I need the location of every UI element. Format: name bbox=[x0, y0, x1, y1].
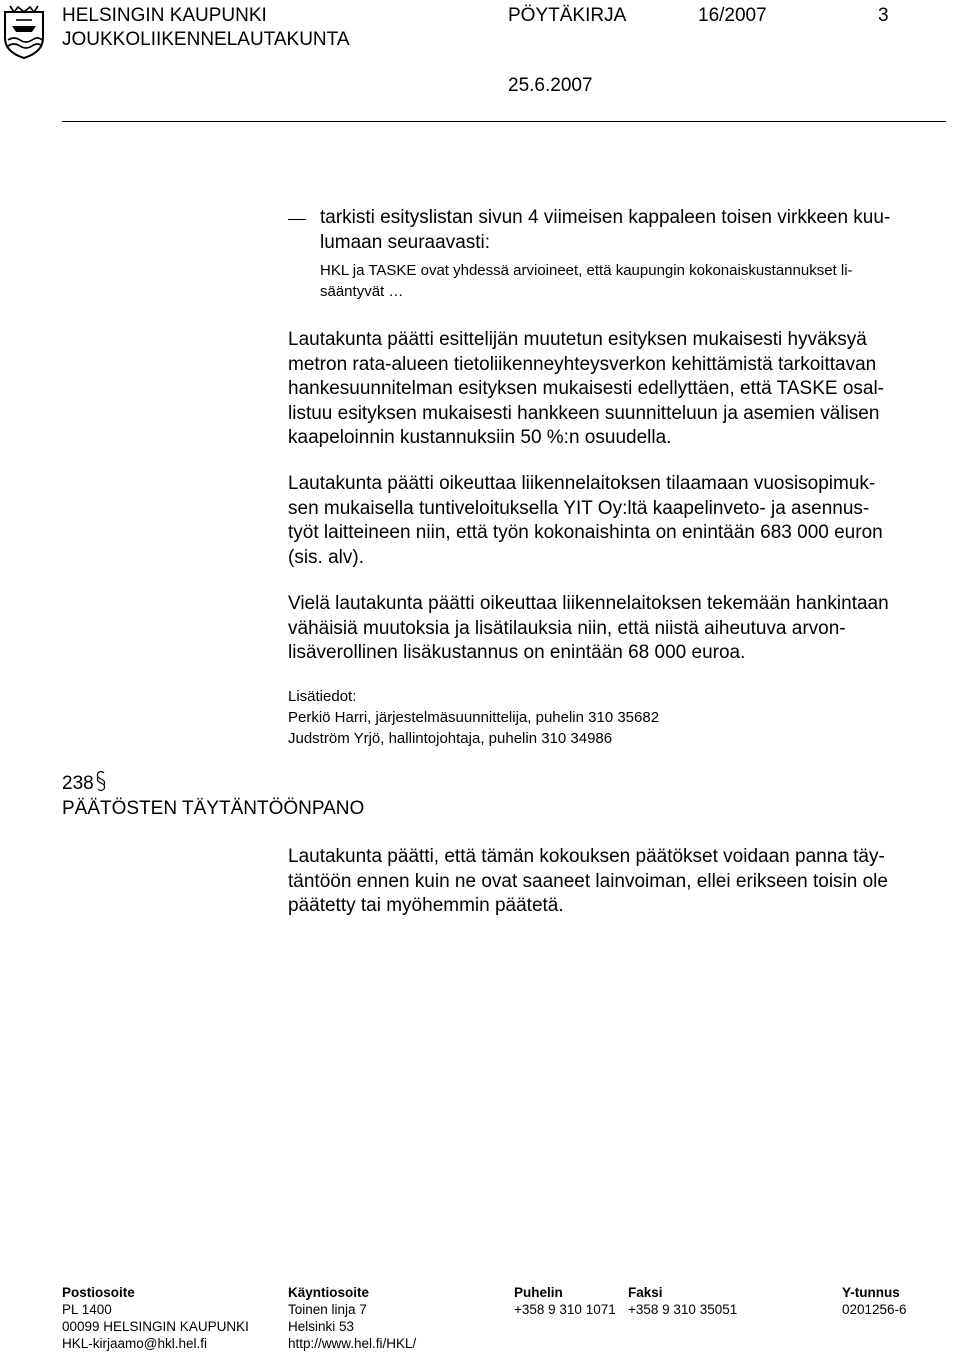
text-line: Lautakunta päätti, että tämän kokouksen päätökset voidaan panna täy- bbox=[288, 846, 885, 867]
section-number: 238 bbox=[62, 773, 94, 794]
text-line: lumaan seuraavasti: bbox=[320, 231, 491, 253]
footer-postal-box: PL 1400 bbox=[62, 1302, 112, 1317]
contact-person: Perkiö Harri, järjestelmäsuunnittelija, puhelin 310 35682 bbox=[288, 709, 660, 726]
text-line: HKL ja TASKE ovat yhdessä arvioineet, että kaupungin kokonaiskustannukset li- bbox=[320, 262, 853, 279]
text-line: Vielä lautakunta päätti oikeuttaa liikennelaitoksen tekemään hankintaan bbox=[288, 593, 889, 614]
document-number: 16/2007 bbox=[698, 5, 767, 26]
amendment-text bbox=[320, 260, 853, 302]
footer-web-link[interactable]: http://www.hel.fi/HKL/ bbox=[288, 1336, 417, 1351]
footer-postal-city: 00099 HELSINGIN KAUPUNKI bbox=[62, 1319, 249, 1334]
amendment-intro bbox=[320, 206, 890, 255]
footer-fax-number: +358 9 310 35051 bbox=[628, 1302, 738, 1317]
decision-paragraph-2 bbox=[288, 472, 883, 570]
section-sign-icon bbox=[96, 770, 106, 792]
section-heading bbox=[62, 770, 364, 821]
text-line: hankesuunnitelman esityksen mukaisesti edellyttäen, että TASKE osal- bbox=[288, 378, 885, 399]
org-name: HELSINGIN KAUPUNKI bbox=[62, 5, 267, 26]
text-line: lisäverollinen lisäkustannus on enintään 68 000 euroa. bbox=[288, 642, 746, 663]
footer-visit-label: Käyntiosoite bbox=[288, 1285, 370, 1300]
text-line: tarkisti esityslistan sivun 4 viimeisen kappaleen toisen virkkeen kuu- bbox=[320, 207, 891, 228]
decision-paragraph-1 bbox=[288, 328, 884, 451]
header-divider bbox=[62, 121, 946, 122]
text-line: päätetty tai myöhemmin päätetä. bbox=[288, 895, 564, 916]
list-dash bbox=[288, 219, 306, 220]
footer-postal bbox=[62, 1284, 249, 1352]
footer-ytunnus: 0201256-6 bbox=[842, 1302, 907, 1317]
footer-fax bbox=[628, 1284, 737, 1318]
contact-person: Judström Yrjö, hallintojohtaja, puhelin 310 34986 bbox=[288, 730, 613, 747]
footer-phone bbox=[514, 1284, 616, 1318]
footer-phone-number: +358 9 310 1071 bbox=[514, 1302, 616, 1317]
text-line: Lautakunta päätti oikeuttaa liikennelaitoksen tilaamaan vuosisopimuk- bbox=[288, 473, 876, 494]
meeting-date: 25.6.2007 bbox=[508, 75, 593, 96]
text-line: täntöön ennen kuin ne ovat saaneet lainvoiman, ellei erikseen toisin ole bbox=[288, 870, 888, 892]
text-line: Lautakunta päätti esittelijän muutetun esityksen mukaisesti hyväksyä bbox=[288, 329, 867, 350]
footer-email-link[interactable]: HKL-kirjaamo@hkl.hel.fi bbox=[62, 1336, 207, 1351]
text-line: vähäisiä muutoksia ja lisätilauksia niin, että niistä aiheutuva arvon- bbox=[288, 617, 846, 639]
footer-ytunnus-label: Y-tunnus bbox=[842, 1285, 900, 1300]
text-line: listuu esityksen mukaisesti hankkeen suunnitteluun ja asemien välisen bbox=[288, 402, 880, 424]
contact-info bbox=[288, 686, 659, 749]
decision-paragraph-3 bbox=[288, 592, 889, 666]
city-crest-logo bbox=[2, 4, 46, 60]
text-line: kaapeloinnin kustannuksiin 50 %:n osuudella. bbox=[288, 427, 672, 448]
footer-business-id bbox=[842, 1284, 907, 1318]
text-line: työt laitteineen niin, että työn kokonaishinta on enintään 683 000 euron bbox=[288, 522, 883, 543]
org-department: JOUKKOLIIKENNELAUTAKUNTA bbox=[62, 29, 350, 50]
text-line: metron rata-alueen tietoliikenneyhteysverkon kehittämistä tarkoittavan bbox=[288, 353, 877, 375]
text-line: sen mukaisella tuntiveloituksella YIT Oy:ltä kaapelinveto- ja asennus- bbox=[288, 497, 870, 519]
text-line: (sis. alv). bbox=[288, 546, 364, 568]
footer-phone-label: Puhelin bbox=[514, 1285, 563, 1300]
page-number: 3 bbox=[878, 5, 889, 26]
decision-paragraph-4 bbox=[288, 845, 888, 919]
footer-postal-label: Postiosoite bbox=[62, 1285, 135, 1300]
footer-city: Helsinki 53 bbox=[288, 1319, 355, 1334]
section-title: PÄÄTÖSTEN TÄYTÄNTÖÖNPANO bbox=[62, 797, 365, 819]
contact-heading: Lisätiedot: bbox=[288, 688, 357, 705]
text-line: sääntyvät … bbox=[320, 283, 404, 300]
footer-fax-label: Faksi bbox=[628, 1285, 663, 1300]
footer-visit bbox=[288, 1284, 416, 1352]
footer-street: Toinen linja 7 bbox=[288, 1302, 367, 1317]
document-type: PÖYTÄKIRJA bbox=[508, 5, 627, 26]
